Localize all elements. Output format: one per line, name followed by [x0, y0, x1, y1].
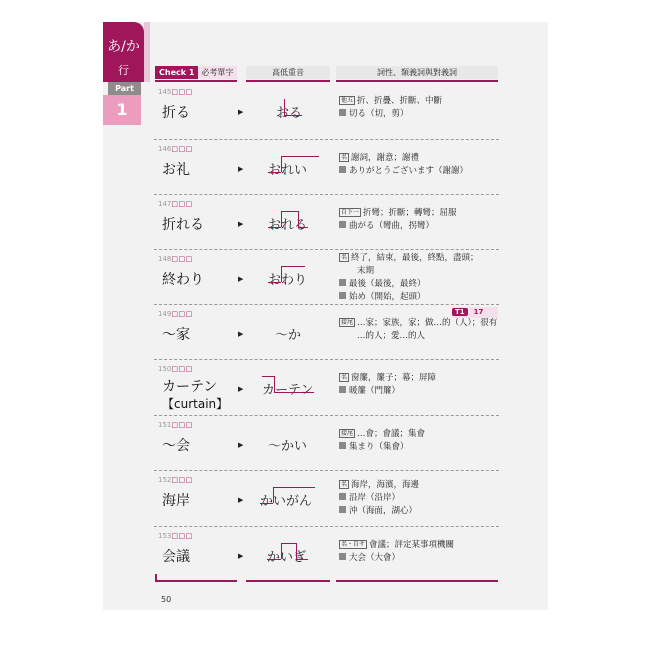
- arrow-icon: ▶: [238, 496, 244, 504]
- checkbox-group[interactable]: □□□: [171, 310, 193, 318]
- part-of-speech-tag: 他五: [341, 97, 354, 104]
- header-check: [155, 66, 237, 79]
- meaning-text: 切る（切，剪）: [349, 109, 409, 119]
- vocab-word: 折れる: [162, 217, 204, 233]
- pitch-accent-line: [273, 487, 274, 503]
- meaning-text: 最後（最後，最終）: [349, 279, 426, 289]
- meaning-line: [339, 265, 479, 278]
- related-word-icon: [339, 221, 346, 228]
- pitch-accent-line: [281, 543, 296, 544]
- meaning-text: …家；家族，家；做…的（人）；很有: [357, 318, 498, 328]
- pitch-reading: ～か: [275, 328, 302, 343]
- checkbox-group[interactable]: □□□: [171, 532, 193, 540]
- vocab-word: カーテン: [162, 379, 218, 395]
- meaning-block: [339, 317, 497, 343]
- meaning-text: ありがとうございます（謝謝）: [349, 166, 469, 176]
- header-meaning: 詞性、類義詞與對義詞: [336, 66, 498, 79]
- meaning-line: [339, 207, 457, 220]
- entry-number: [158, 310, 193, 318]
- meaning-block: [339, 95, 442, 121]
- pitch-reading: おれい: [268, 163, 308, 178]
- vocab-word: ～会: [162, 438, 190, 454]
- entry-number: [158, 365, 193, 373]
- footer-rule-1: [155, 580, 237, 582]
- pitch-reading: カーテン: [262, 383, 314, 398]
- track-label: T1: [452, 308, 468, 316]
- vocab-word: 終わり: [162, 272, 204, 288]
- pitch-accent-line: [274, 376, 275, 392]
- entry-number-text: 146: [158, 145, 172, 153]
- pitch-accent-line: [284, 99, 285, 115]
- arrow-icon: ▶: [238, 385, 244, 393]
- entry-number-text: 147: [158, 200, 172, 208]
- header-rule-1: [155, 80, 237, 82]
- header-rule-3: [336, 80, 498, 82]
- entry-number-text: 145: [158, 88, 172, 96]
- entry-number: [158, 200, 193, 208]
- pitch-accent-line: [281, 211, 298, 212]
- section-tab: [103, 22, 144, 82]
- entry-number-text: 152: [158, 476, 172, 484]
- entry-number-text: 153: [158, 532, 172, 540]
- meaning-text: 集まり（集會）: [349, 442, 409, 452]
- part-of-speech-tag: 接尾: [341, 319, 354, 326]
- pitch-accent-line: [267, 559, 281, 560]
- related-word-icon: [339, 386, 346, 393]
- arrow-icon: ▶: [238, 441, 244, 449]
- audio-track-badge[interactable]: [452, 307, 498, 318]
- arrow-icon: ▶: [238, 108, 244, 116]
- arrow-icon: ▶: [238, 275, 244, 283]
- pitch-reading: かいがん: [260, 494, 313, 509]
- related-word-icon: [339, 493, 346, 500]
- meaning-block: [339, 152, 468, 178]
- tab-sub: 行: [118, 64, 129, 77]
- pitch-accent-line: [274, 392, 314, 393]
- meaning-text: 謝詞，謝意；謝禮: [351, 153, 420, 163]
- pitch-accent-line: [260, 503, 273, 504]
- meaning-text: …的人；愛…的人: [357, 331, 426, 341]
- related-word-icon: [339, 442, 346, 449]
- entry-number-text: 151: [158, 421, 172, 429]
- entry-number: [158, 145, 193, 153]
- meaning-text: 窗簾，簾子；幕；屏障: [351, 373, 437, 383]
- pitch-accent-line: [284, 115, 302, 116]
- related-word-icon: [339, 109, 346, 116]
- part-of-speech-tag: 名: [341, 254, 348, 261]
- meaning-text: 折、折疊、折斷、中斷: [357, 96, 443, 106]
- meaning-text: 海岸，海濱，海邊: [351, 480, 420, 490]
- meaning-line: [339, 291, 479, 304]
- arrow-icon: ▶: [238, 220, 244, 228]
- pitch-reading: ～かい: [268, 439, 308, 454]
- related-word-icon: [339, 506, 346, 513]
- meaning-line: [339, 492, 419, 505]
- meaning-line: [339, 317, 497, 330]
- row-separator: [154, 139, 499, 140]
- pitch-reading: かいぎ: [267, 550, 307, 565]
- vocab-word: 海岸: [162, 493, 190, 509]
- row-separator: [154, 304, 499, 305]
- meaning-text: 沿岸（沿岸）: [349, 493, 401, 503]
- meaning-text: 暖簾（門簾）: [349, 386, 401, 396]
- pitch-accent-line: [296, 543, 297, 559]
- meaning-text: 會議；評定某事項機關: [369, 540, 455, 550]
- meaning-line: [339, 385, 436, 398]
- pitch-accent-line: [281, 543, 282, 559]
- checkbox-group[interactable]: □□□: [171, 145, 193, 153]
- meaning-block: [339, 252, 479, 304]
- arrow-icon: ▶: [238, 552, 244, 560]
- meaning-line: [339, 428, 425, 441]
- meaning-block: [339, 372, 436, 398]
- meaning-line: [339, 165, 468, 178]
- header-rule-2: [246, 80, 330, 82]
- pitch-reading: おれる: [268, 218, 308, 233]
- pitch-accent-line: [268, 227, 281, 228]
- meaning-text: 折彎；折斷；轉彎；屈服: [363, 208, 457, 218]
- part-of-speech-tag: 接尾: [341, 430, 354, 437]
- related-word-icon: [339, 553, 346, 560]
- meaning-text: …會；會議；集會: [357, 429, 426, 439]
- part-label: Part: [108, 82, 141, 95]
- meaning-text: 終了，結束，最後，終點，盡頭；: [351, 253, 479, 263]
- arrow-icon: ▶: [238, 165, 244, 173]
- entry-number: [158, 476, 193, 484]
- meaning-block: [339, 207, 457, 233]
- tab-kana: あ/か: [107, 39, 140, 55]
- track-number: 17: [473, 308, 484, 316]
- pitch-reading: おわり: [268, 273, 308, 288]
- checkbox-group[interactable]: □□□: [171, 421, 193, 429]
- footer-rule-3: [336, 580, 498, 582]
- meaning-line: [339, 505, 419, 518]
- row-separator: [154, 526, 499, 527]
- meaning-line: [339, 152, 468, 165]
- meaning-text: 末期: [357, 266, 375, 276]
- entry-number-text: 149: [158, 310, 172, 318]
- part-of-speech-tag: 名: [341, 374, 348, 381]
- vocab-word: ～家: [162, 327, 190, 343]
- meaning-line: [339, 108, 442, 121]
- pitch-accent-line: [281, 266, 305, 267]
- row-separator: [154, 415, 499, 416]
- entry-number-text: 148: [158, 255, 172, 263]
- check-title: 必考單字: [201, 68, 234, 77]
- meaning-line: [339, 552, 454, 565]
- entry-number-text: 150: [158, 365, 172, 373]
- footer-tick: [155, 574, 157, 582]
- related-word-icon: [339, 279, 346, 286]
- pitch-accent-line: [262, 376, 274, 377]
- pitch-accent-line: [298, 211, 299, 227]
- meaning-line: [339, 539, 454, 552]
- pitch-accent-line: [273, 487, 315, 488]
- checkbox-group[interactable]: □□□: [171, 88, 193, 96]
- meaning-line: [339, 330, 497, 343]
- vocab-word-origin: 【curtain】: [162, 397, 229, 411]
- row-separator: [154, 249, 499, 250]
- meaning-line: [339, 372, 436, 385]
- row-separator: [154, 359, 499, 360]
- meaning-line: [339, 95, 442, 108]
- check-badge: Check 1: [155, 66, 198, 79]
- meaning-line: [339, 252, 479, 265]
- meaning-block: [339, 479, 419, 518]
- tab-corner: [144, 22, 150, 82]
- pitch-accent-line: [268, 172, 281, 173]
- pitch-accent-line: [281, 211, 282, 227]
- row-separator: [154, 194, 499, 195]
- checkbox-group[interactable]: □□□: [171, 200, 193, 208]
- part-number: 1: [103, 95, 141, 125]
- part-of-speech-tag: 名: [341, 154, 348, 161]
- meaning-text: 曲がる（彎曲，拐彎）: [349, 221, 435, 231]
- entry-number: [158, 421, 193, 429]
- meaning-block: [339, 428, 425, 454]
- related-word-icon: [339, 292, 346, 299]
- meaning-line: [339, 441, 425, 454]
- vocab-word: お礼: [162, 162, 190, 178]
- entry-number: [158, 255, 193, 263]
- entry-number: [158, 88, 193, 96]
- pitch-accent-line: [281, 266, 282, 282]
- footer-rule-2: [246, 580, 330, 582]
- pitch-reading: おる: [276, 106, 303, 121]
- pitch-accent-line: [296, 559, 308, 560]
- meaning-text: 沖（海面，湖心）: [349, 506, 418, 516]
- meaning-text: 大会（大會）: [349, 553, 401, 563]
- pitch-accent-line: [281, 156, 282, 172]
- entry-number: [158, 532, 193, 540]
- arrow-icon: ▶: [238, 330, 244, 338]
- related-word-icon: [339, 166, 346, 173]
- checkbox-group[interactable]: □□□: [171, 476, 193, 484]
- vocab-word: 折る: [162, 105, 190, 121]
- checkbox-group[interactable]: □□□: [171, 255, 193, 263]
- vocab-word: 会議: [162, 549, 190, 565]
- part-of-speech-tag: 名: [341, 481, 348, 488]
- pitch-accent-line: [298, 227, 308, 228]
- meaning-block: [339, 539, 454, 565]
- checkbox-group[interactable]: □□□: [171, 365, 193, 373]
- part-of-speech-tag: 名・自サ: [341, 541, 366, 548]
- pitch-accent-line: [268, 282, 281, 283]
- meaning-line: [339, 479, 419, 492]
- page-number: 50: [161, 595, 172, 604]
- meaning-text: 始め（開始，起頭）: [349, 292, 426, 302]
- header-pitch: 高低重音: [246, 66, 330, 79]
- part-of-speech-tag: 自下一: [341, 209, 360, 216]
- meaning-line: [339, 220, 457, 233]
- meaning-line: [339, 278, 479, 291]
- row-separator: [154, 470, 499, 471]
- pitch-accent-line: [281, 156, 319, 157]
